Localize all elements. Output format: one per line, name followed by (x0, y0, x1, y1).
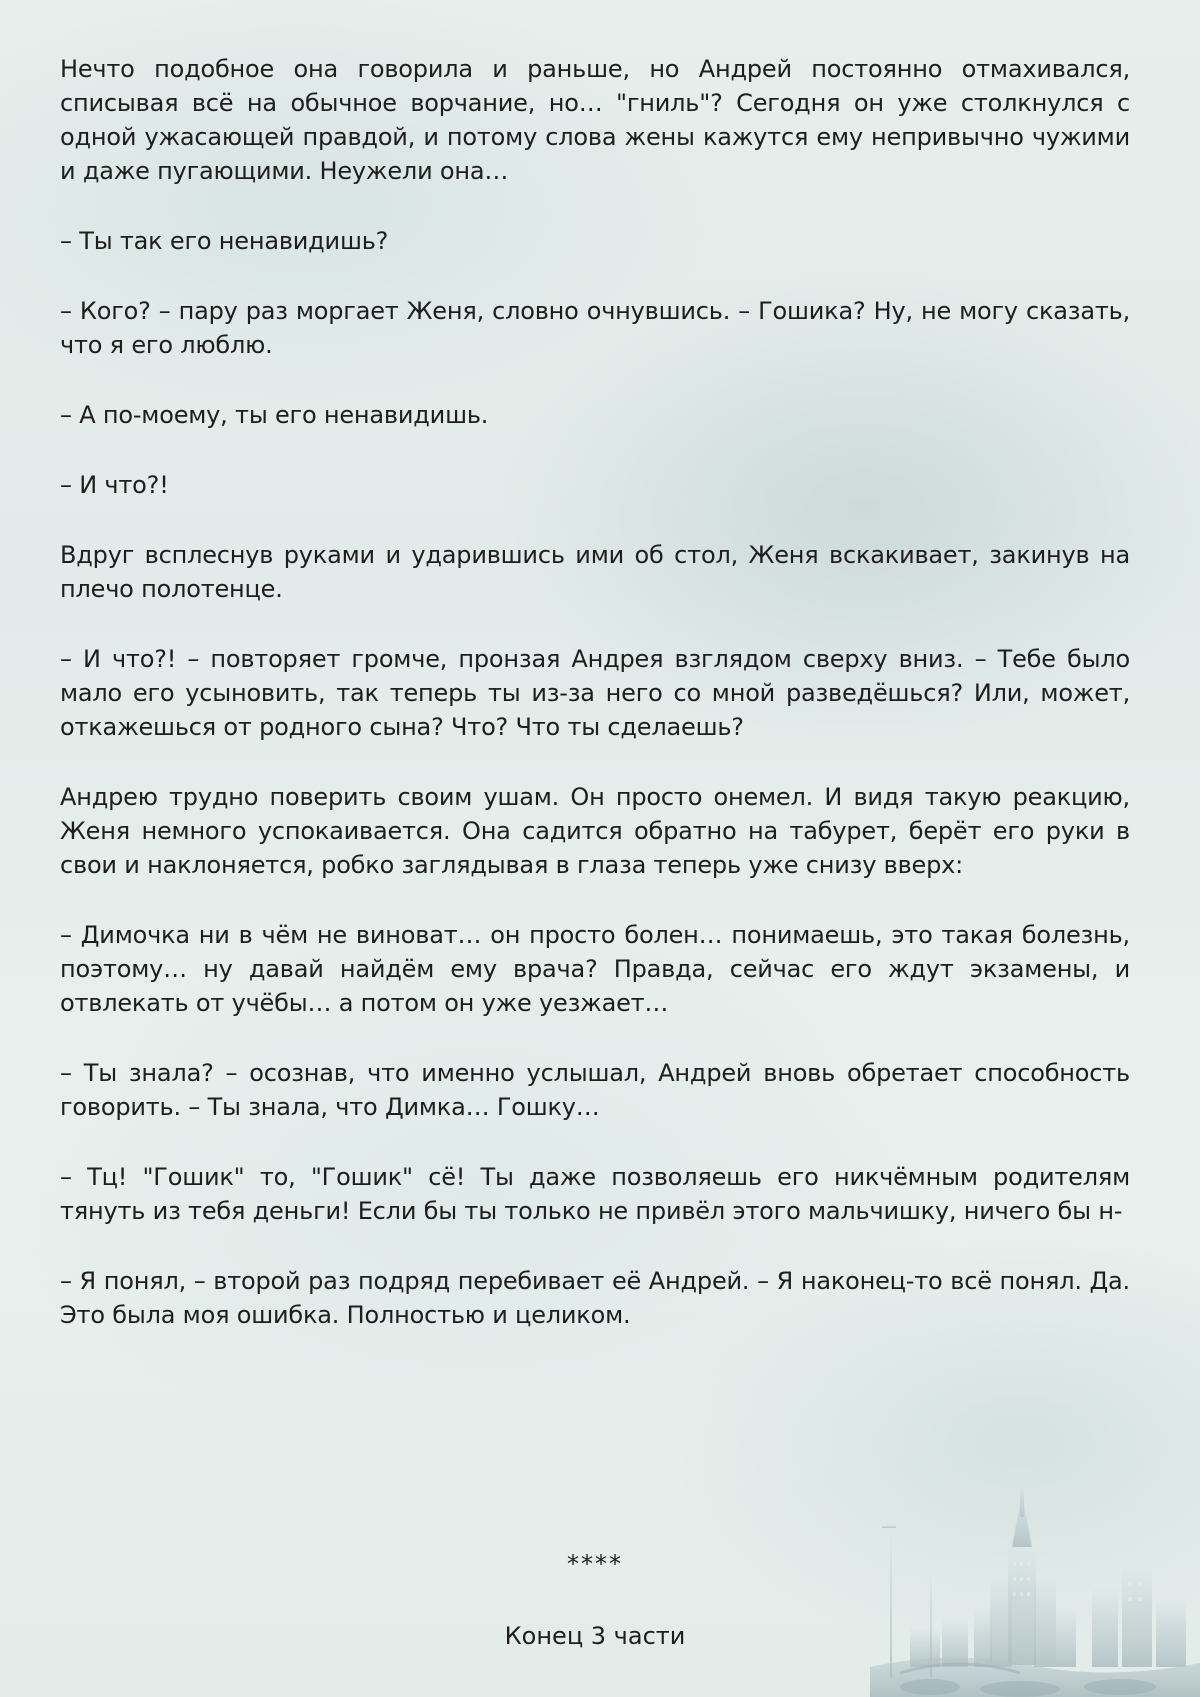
paragraph: – Я понял, – второй раз подряд перебивает её Андрей. – Я наконец-то всё понял. Да. Это была моя ошибка. Полностью и целиком. (60, 1267, 1130, 1329)
part-end-caption: Конец 3 части (504, 1622, 686, 1650)
paragraph: Вдруг всплеснув руками и ударившись ими об стол, Женя вскакивает, закинув на плечо полотенце. (60, 541, 1130, 603)
story-text (60, 52, 1130, 1368)
paragraph: – И что?! – повторяет громче, пронзая Андрея взглядом сверху вниз. – Тебе было мало его усыновить, так теперь ты из-за него со мной разведёшься? Или, может, откажешься от родного сына? Что? Что ты сделаешь? (60, 645, 1130, 741)
section-separator: **** (567, 1550, 623, 1578)
paragraph: – И что?! (60, 471, 169, 499)
paragraph: Андрею трудно поверить своим ушам. Он просто онемел. И видя такую реакцию, Женя немного успокаивается. Она садится обратно на табурет, берёт его руки в свои и наклоняется, робко заглядывая в глаза теперь уже снизу вверх: (60, 783, 1130, 879)
paragraph: – Ты так его ненавидишь? (60, 227, 389, 255)
paragraph: – Тц! "Гошик" то, "Гошик" сё! Ты даже позволяешь его никчёмным родителям тянуть из тебя деньги! Если бы ты только не привёл этого мальчишку, ничего бы н- (60, 1163, 1130, 1225)
paragraph: Нечто подобное она говорила и раньше, но Андрей постоянно отмахивался, списывая всё на обычное ворчание, но… "гниль"? Сегодня он уже столкнулся с одной ужасающей правдой, и потому слова жены кажутся ему непривычно чужими и даже пугающими. Неужели она… (60, 55, 1130, 185)
paragraph: – А по-моему, ты его ненавидишь. (60, 401, 489, 429)
city-skyline-illustration (870, 1467, 1200, 1697)
paragraph: – Димочка ни в чём не виноват… он просто болен… понимаешь, это такая болезнь, поэтому… ну давай найдём ему врача? Правда, сейчас его ждут экзамены, и отвлекать от учёбы… а потом он уже уезжает… (60, 921, 1130, 1017)
paragraph: – Ты знала? – осознав, что именно услышал, Андрей вновь обретает способность говорить. – Ты знала, что Димка… Гошку… (60, 1059, 1130, 1121)
paragraph: – Кого? – пару раз моргает Женя, словно очнувшись. – Гошика? Ну, не могу сказать, что я его люблю. (60, 297, 1130, 359)
